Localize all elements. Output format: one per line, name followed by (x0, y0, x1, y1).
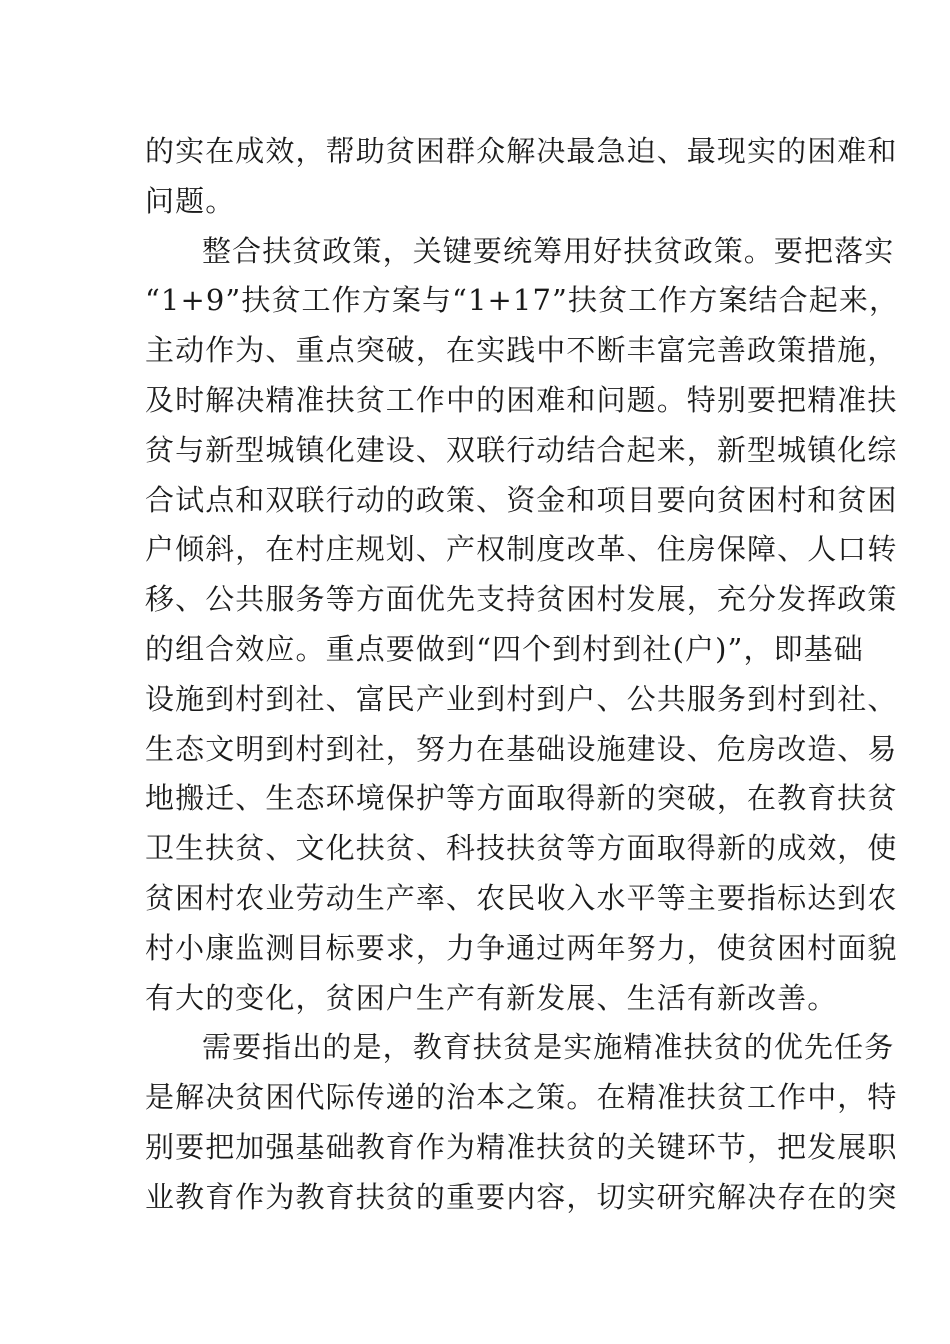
text-line: 及时解决精准扶贫工作中的困难和问题。特别要把精准扶 (145, 382, 898, 417)
text-line: 有大的变化，贫困户生产有新发展、生活有新改善。 (145, 980, 838, 1015)
text-line: “1+9”扶贫工作方案与“1+17”扶贫工作方案结合起来， (145, 283, 900, 318)
text-line: 卫生扶贫、文化扶贫、科技扶贫等方面取得新的成效，使 (145, 831, 898, 866)
text-line: 的组合效应。重点要做到“四个到村到社(户)”，即基础 (145, 631, 864, 666)
text-line: 合试点和双联行动的政策、资金和项目要向贫困村和贫困 (145, 482, 898, 517)
paragraph-first-line: 需要指出的是，教育扶贫是实施精准扶贫的优先任务 (202, 1030, 895, 1065)
text-line: 业教育作为教育扶贫的重要内容，切实研究解决存在的突 (145, 1179, 898, 1214)
text-line: 设施到村到社、富民产业到村到户、公共服务到村到社、 (145, 681, 898, 716)
text-line: 地搬迁、生态环境保护等方面取得新的突破，在教育扶贫 (145, 781, 898, 816)
paragraph-first-line: 整合扶贫政策，关键要统筹用好扶贫政策。要把落实 (202, 233, 895, 268)
text-line: 移、公共服务等方面优先支持贫困村发展，充分发挥政策 (145, 582, 898, 617)
text-line: 是解决贫困代际传递的治本之策。在精准扶贫工作中，特 (145, 1080, 898, 1115)
text-line: 村小康监测目标要求，力争通过两年努力，使贫困村面貌 (145, 930, 898, 965)
document-body (145, 127, 900, 1223)
text-line: 问题。 (145, 183, 236, 218)
text-line: 主动作为、重点突破，在实践中不断丰富完善政策措施， (145, 333, 898, 368)
text-line: 贫与新型城镇化建设、双联行动结合起来，新型城镇化综 (145, 432, 898, 467)
text-line: 别要把加强基础教育作为精准扶贫的关键环节，把发展职 (145, 1129, 898, 1164)
text-line: 生态文明到村到社，努力在基础设施建设、危房改造、易 (145, 731, 898, 766)
text-line: 户倾斜，在村庄规划、产权制度改革、住房保障、人口转 (145, 532, 898, 567)
text-line: 贫困村农业劳动生产率、农民收入水平等主要指标达到农 (145, 880, 898, 915)
text-line: 的实在成效，帮助贫困群众解决最急迫、最现实的困难和 (145, 134, 898, 168)
